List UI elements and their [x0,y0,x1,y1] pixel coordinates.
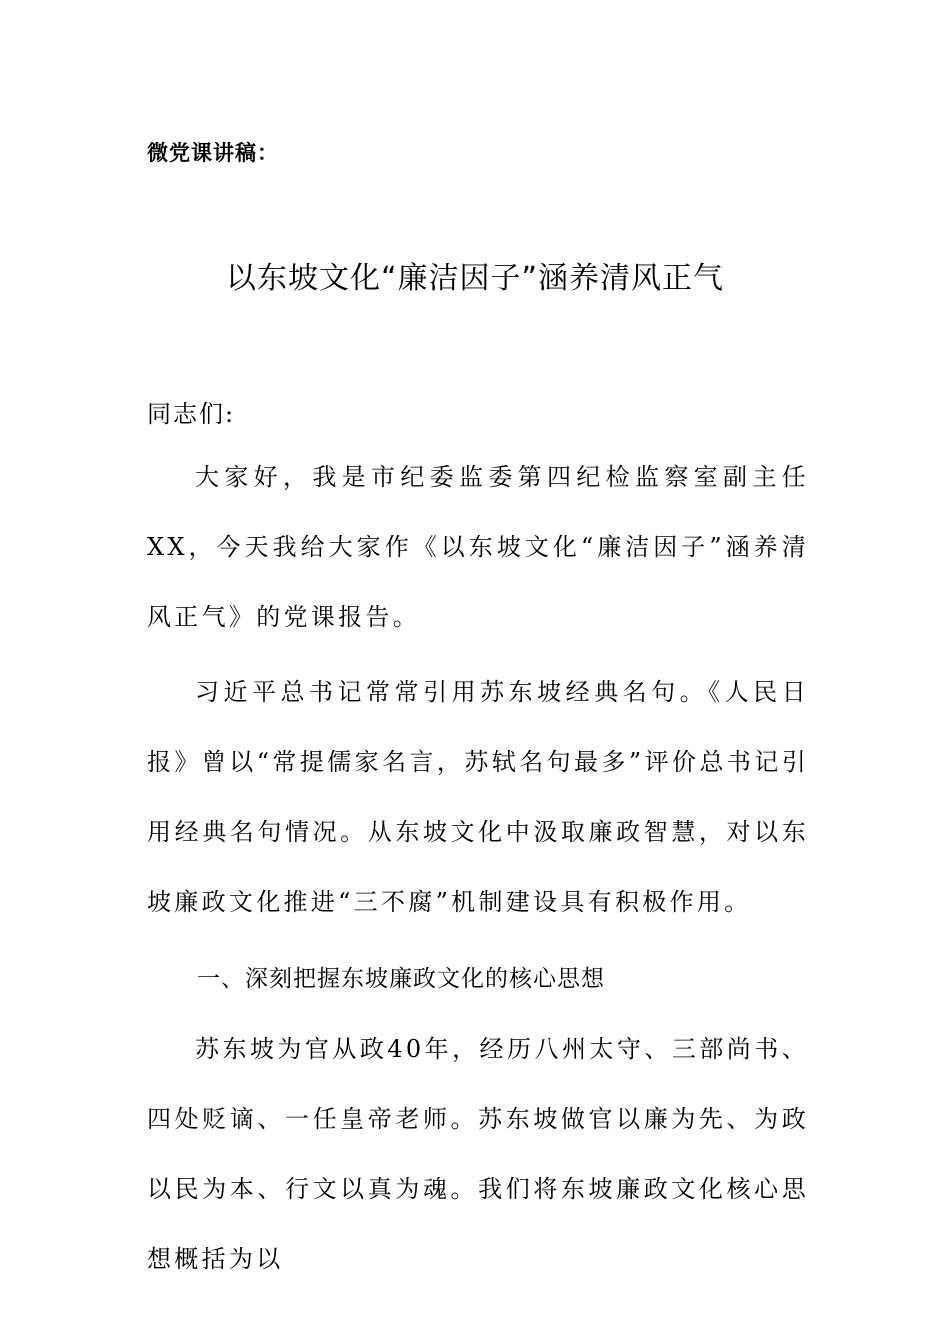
document-title: 以东坡文化“廉洁因子”涵养清风正气 [225,261,725,296]
section-heading: 一、深刻把握东坡廉政文化的核心思想 [197,966,605,992]
paragraph-intro: 大家好，我是市纪委监委第四纪检监察室副主任XX，今天我给大家作《以东坡文化“廉洁因子”涵养清风正气》的党课报告。 [147,463,809,631]
salutation: 同志们: [147,400,236,428]
section-paragraph: 苏东坡为官从政40年，经历八州太守、三部尚书、四处贬谪、一任皇帝老师。苏东坡做官以廉为先、为政以民为本、行文以真为魂。我们将东坡廉政文化核心思想概括为以 [147,1035,809,1273]
document-label: 微党课讲稿： [147,141,279,165]
paragraph-quote: 习近平总书记常常引用苏东坡经典名句。《人民日报》曾以“常提儒家名言，苏轼名句最多”评价总书记引用经典名句情况。从东坡文化中汲取廉政智慧，对以东坡廉政文化推进“三不腐”机制建设具有积极作用。 [147,678,809,916]
